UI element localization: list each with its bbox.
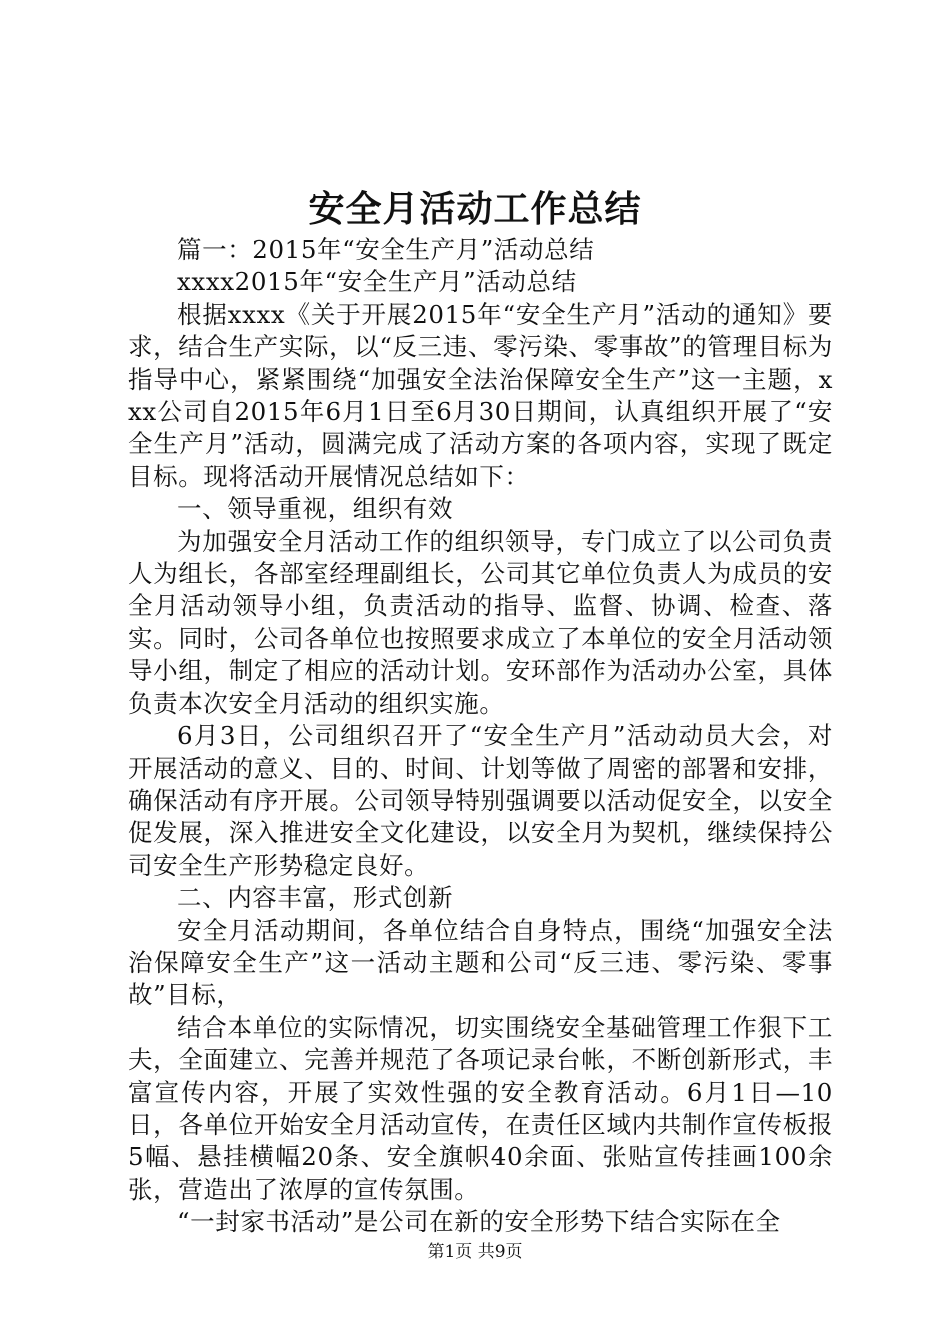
paragraph: 篇一：2015年“安全生产月”活动总结 (177, 235, 595, 264)
paragraph: 为加强安全月活动工作的组织领导，专门成立了以公司负责人为组长，各部室经理副组长，公司其它单位负责人为成员的安全月活动领导小组，负责活动的指导、监督、协调、检查、落实。同时，公司各单位也按照要求成立了本单位的安全月活动领导小组，制定了相应的活动计划。安环部作为活动办公室，具体负责本次安全月活动的组织实施。 (128, 526, 833, 718)
section-heading: 一、领导重视，组织有效 (177, 494, 454, 524)
paragraph: “一封家书活动”是公司在新的安全形势下结合实际在全 (177, 1207, 781, 1237)
paragraph: 根据xxxx《关于开展2015年“安全生产月”活动的通知》要求，结合生产实际，以“反三违、零污染、零事故”的管理目标为指导中心，紧紧围绕“加强安全法治保障安全生产”这一主题，xxx公司自2015年6月1日至6月30日期间，认真组织开展了“安全生产月”活动，圆满完成了活动方案的各项内容，实现了既定目标。现将活动开展情况总结如下： (128, 299, 833, 491)
document-title: 安全月活动工作总结 (308, 189, 642, 230)
page-number-footer: 第1页 共9页 (427, 1242, 523, 1262)
paragraph: 结合本单位的实际情况，切实围绕安全基础管理工作狠下工夫，全面建立、完善并规范了各项记录台帐，不断创新形式，丰富宣传内容，开展了实效性强的安全教育活动。6月1日—10日，各单位开始安全月活动宣传，在责任区域内共制作宣传板报5幅、悬挂横幅20条、安全旗帜40余面、张贴宣传挂画100余张，营造出了浓厚的宣传氛围。 (128, 1012, 833, 1204)
paragraph: xxxx2015年“安全生产月”活动总结 (177, 267, 577, 297)
section-heading: 二、内容丰富，形式创新 (177, 883, 454, 913)
document-body (128, 234, 833, 1239)
paragraph: 6月3日，公司组织召开了“安全生产月”活动动员大会，对开展活动的意义、目的、时间、计划等做了周密的部署和安排，确保活动有序开展。公司领导特别强调要以活动促安全，以安全促发展，深入推进安全文化建设，以安全月为契机，继续保持公司安全生产形势稳定良好。 (128, 721, 833, 880)
paragraph: 安全月活动期间，各单位结合自身特点，围绕“加强安全法治保障安全生产”这一活动主题和公司“反三违、零污染、零事故”目标， (128, 915, 833, 1010)
